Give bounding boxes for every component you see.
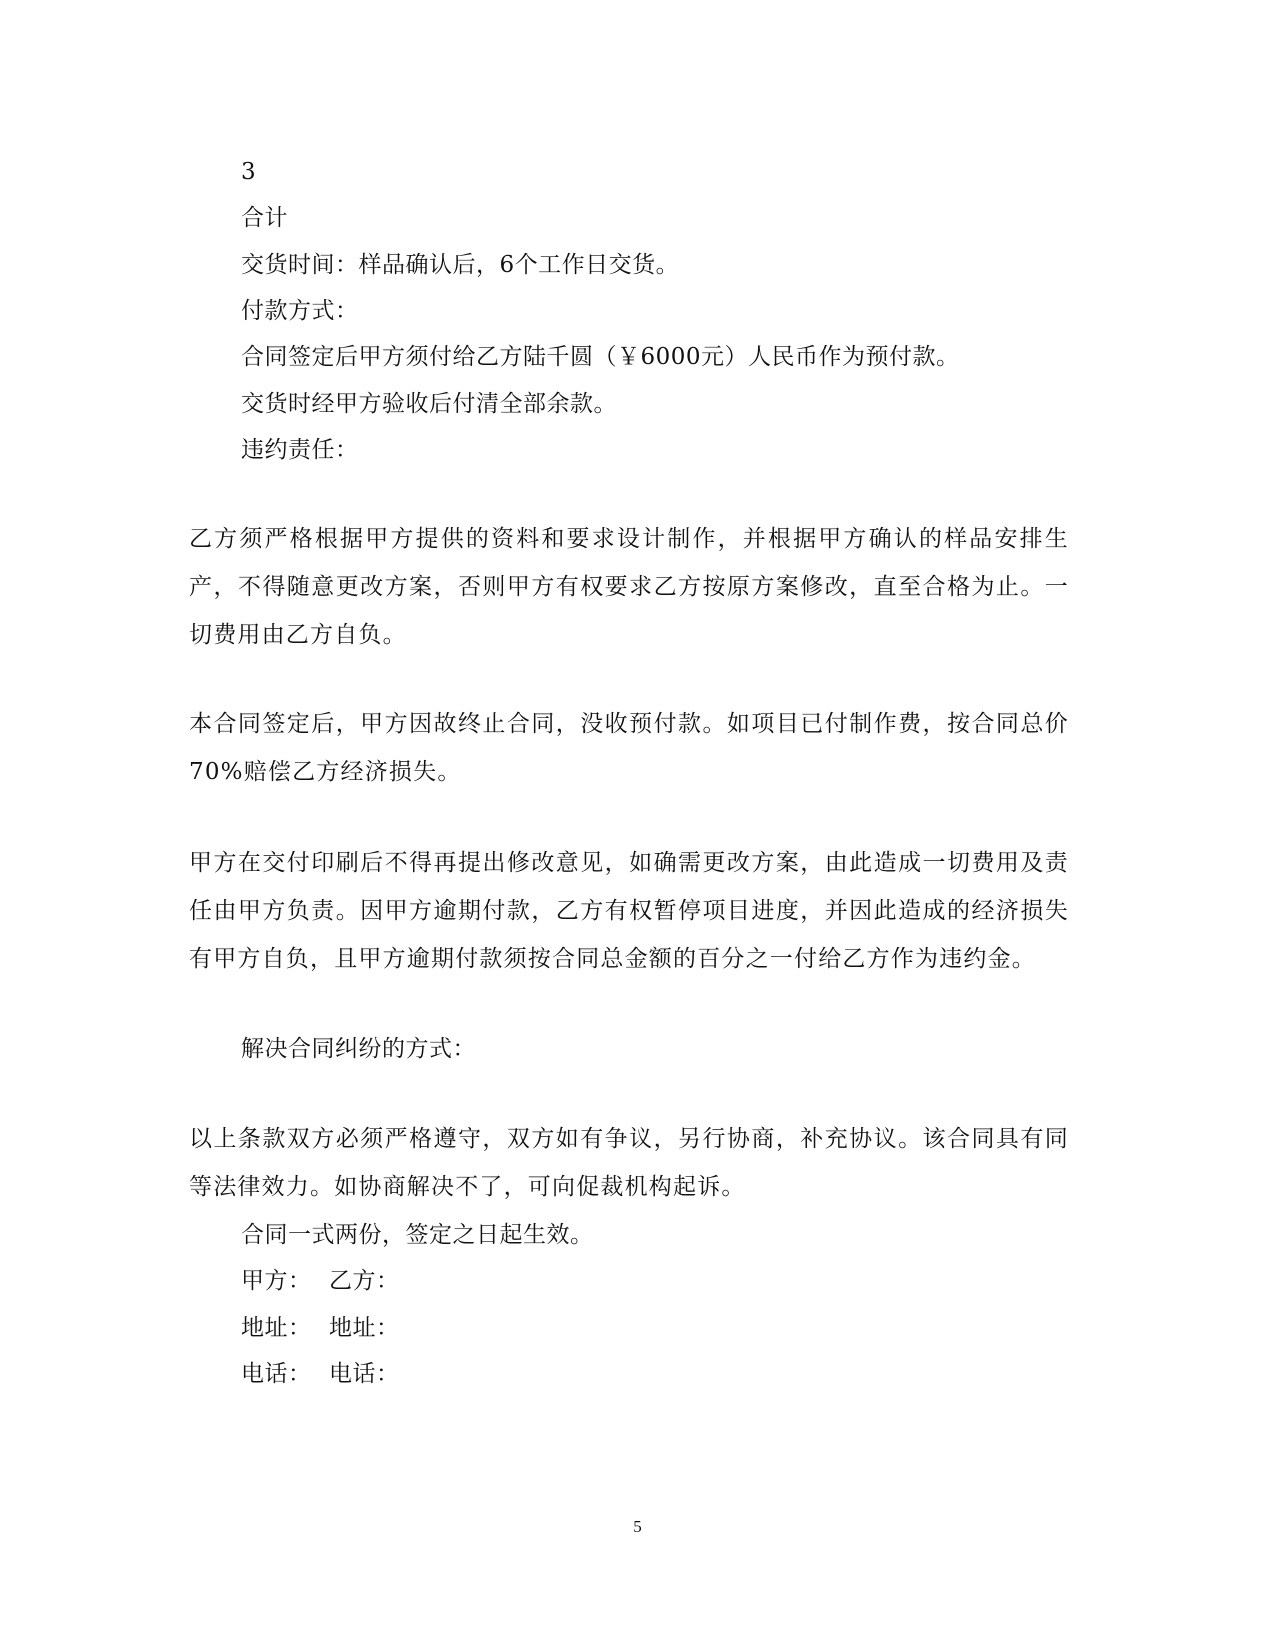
party-a-address-label: 地址： (241, 1315, 312, 1341)
breach-paragraph-party-a: 甲方在交付印刷后不得再提出修改意见，如确需更改方案，由此造成一切费用及责任由甲方负责。因甲方逾期付款，乙方有权暂停项目进度，并因此造成的经济损失有甲方自负，且甲方逾期付款须按合同总金额的百分之一付给乙方作为违约金。 (189, 850, 1069, 972)
breach-paragraph-party-b: 乙方须严格根据甲方提供的资料和要求设计制作，并根据甲方确认的样品安排生产，不得随意更改方案，否则甲方有权要求乙方按原方案修改，直至合格为止。一切费用由乙方自负。 (189, 526, 1069, 648)
table-row-number: 3 (241, 159, 257, 185)
signature-row-phone (241, 1359, 400, 1389)
breach-liability-heading: 违约责任： (241, 437, 359, 463)
party-a-phone-label: 电话： (241, 1361, 312, 1387)
advance-payment-line: 合同签定后甲方须付给乙方陆千圆（￥6000元）人民币作为预付款。 (241, 344, 960, 370)
effective-line: 合同一式两份，签定之日起生效。 (241, 1222, 594, 1248)
page-number: 5 (633, 1517, 642, 1536)
party-b-address-label: 地址： (329, 1315, 400, 1341)
payment-method-heading: 付款方式： (241, 298, 359, 324)
breach-paragraph-termination: 本合同签定后，甲方因故终止合同，没收预付款。如项目已付制作费，按合同总价70%赔偿乙方经济损失。 (189, 711, 1069, 785)
dispute-paragraph: 以上条款双方必须严格遵守，双方如有争议，另行协商，补充协议。该合同具有同等法律效力。如协商解决不了，可向促裁机构起诉。 (189, 1126, 1069, 1200)
total-label: 合计 (241, 205, 288, 231)
delivery-time-line: 交货时间：样品确认后，6个工作日交货。 (241, 252, 680, 278)
dispute-heading: 解决合同纠纷的方式： (241, 1036, 476, 1062)
party-b-phone-label: 电话： (329, 1361, 400, 1387)
signature-row-party (241, 1266, 400, 1296)
signature-row-address (241, 1313, 400, 1343)
balance-payment-line: 交货时经甲方验收后付清全部余款。 (241, 391, 617, 417)
party-a-label: 甲方： (241, 1268, 312, 1294)
party-b-label: 乙方： (329, 1268, 400, 1294)
